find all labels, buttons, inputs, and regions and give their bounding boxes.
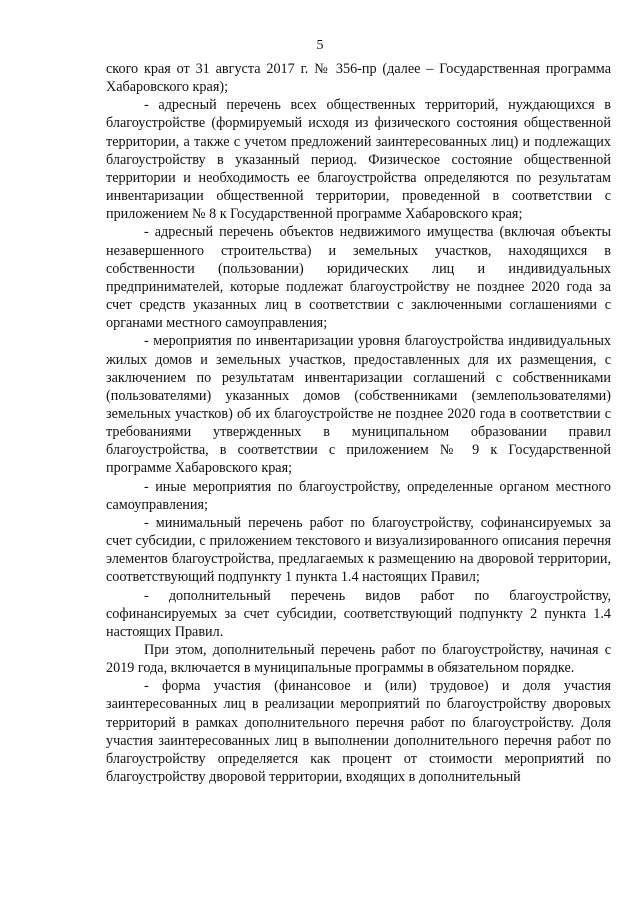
paragraph-5: - иные мероприятия по благоустройству, определенные органом местного самоуправления;: [106, 478, 611, 513]
paragraph-8: При этом, дополнительный перечень работ по благоустройству, начиная с 2019 года, включается в муниципальные программы в обязательном порядке.: [106, 642, 611, 677]
paragraph-9: - форма участия (финансовое и (или) трудовое) и доля участия заинтересованных лиц в реализации мероприятий по благоустройству дворовых территорий в рамках дополнительного перечня работ по благоустройству. Доля участия заинтересованных лиц в выполнении дополнительного перечня работ по благоустройству определяется как процент от стоимости мероприятий по благоустройству дворовой территории, входящих в дополнительный: [106, 678, 611, 786]
paragraph-3: - адресный перечень объектов недвижимого имущества (включая объекты незавершенного строительства) и земельных участков, находящихся в собственности (пользовании) юридических лиц и индивидуальных предпринимателей, которые подлежат благоустройству не позднее 2020 года за счет средств указанных лиц в соответствии с заключенными соглашениями с органами местного самоуправления;: [106, 224, 611, 332]
document-body: [106, 60, 611, 786]
paragraph-4: - мероприятия по инвентаризации уровня благоустройства индивидуальных жилых домов и земельных участков, предоставленных для их размещения, с заключением по результатам инвентаризации соглашений с собственниками (пользователями) указанных домов (собственниками (землепользователями) земельных участков) об их благоустройстве не позднее 2020 года в соответствии с требованиями утвержденных в муниципальном образовании правил благоустройства, в соответствии с приложением № 9 к Государственной программе Хабаровского края;: [106, 333, 611, 477]
paragraph-6: - минимальный перечень работ по благоустройству, софинансируемых за счет субсидии, с приложением текстового и визуализированного описания перечня элементов благоустройства, предлагаемых к размещению на дворовой территории, соответствующий подпункту 1 пункта 1.4 настоящих Правил;: [106, 514, 611, 586]
page-number: 5: [316, 38, 324, 53]
paragraph-1: ского края от 31 августа 2017 г. № 356-пр (далее – Государственная программа Хабаровского края);: [106, 61, 611, 96]
paragraph-2: - адресный перечень всех общественных территорий, нуждающихся в благоустройстве (формируемый исходя из физического состояния общественной территории, а также с учетом предложений заинтересованных лиц) и подлежащих благоустройству в указанный период. Физическое состояние общественной территории и необходимость ее благоустройства определяются по результатам инвентаризации общественной территории, проведенной в соответствии с приложением № 8 к Государственной программе Хабаровского края;: [106, 97, 611, 223]
paragraph-7: - дополнительный перечень видов работ по благоустройству, софинансируемых за счет субсидии, соответствующий подпункту 2 пункта 1.4 настоящих Правил.: [106, 587, 611, 640]
